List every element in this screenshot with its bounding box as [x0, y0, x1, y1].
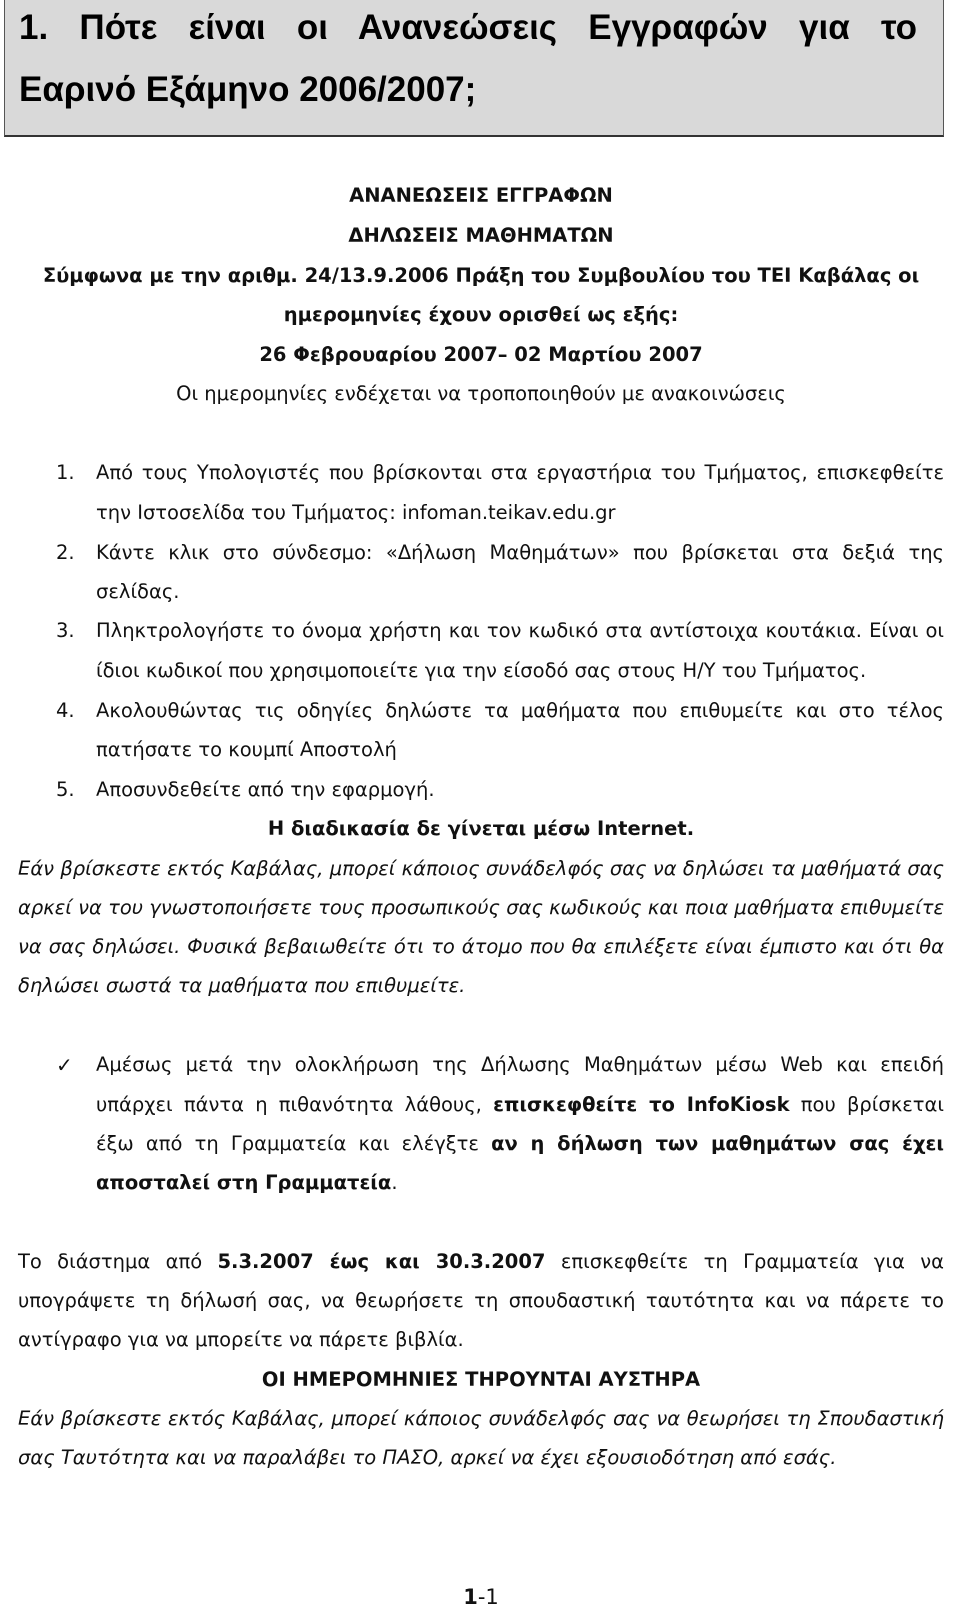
step-number: 5. — [56, 778, 75, 801]
check-text-row — [96, 1092, 944, 1118]
step-number: 3. — [56, 619, 75, 642]
checkmark-icon: ✓ — [56, 1053, 73, 1077]
period-text: Το διάστημα από — [18, 1250, 218, 1273]
italic-note-line: να σας δηλώσει. Φυσικά βεβαιωθείτε ότι το άτομο που θα επιλέξετε είναι έμπιστο και ότι θα — [18, 935, 944, 958]
italic-note-line: δηλώσει σωστά τα μαθήματα που επιθυμείτε. — [18, 974, 466, 997]
italic-note-line: αρκεί να του γνωστοποιήσετε τους προσωπικούς σας κωδικούς και ποια μαθήματα επιθυμείτε — [18, 896, 944, 919]
check-text-row — [96, 1131, 944, 1157]
check-text: Αμέσως μετά την ολοκλήρωση της Δήλωσης Μαθημάτων μέσω Web και επειδή — [96, 1053, 944, 1076]
check-text: . — [391, 1171, 398, 1194]
italic-note-line: Εάν βρίσκεστε εκτός Καβάλας, μπορεί κάποιος συνάδελφός σας να θεωρήσει τη Σπουδαστική — [18, 1407, 944, 1430]
step-number: 1. — [56, 461, 75, 484]
check-text: υπάρχει πάντα η πιθανότητα λάθους, — [96, 1093, 494, 1116]
check-text-row — [96, 1170, 944, 1196]
internet-note: Η διαδικασία δε γίνεται μέσω Internet. — [267, 817, 695, 840]
check-text: που βρίσκεται — [789, 1093, 944, 1116]
page-title-line-2: Εαρινό Εξάμηνο 2006/2007; — [19, 70, 477, 109]
italic-note-line: Εάν βρίσκεστε εκτός Καβάλας, μπορεί κάποιος συνάδελφός σας να δηλώσει τα μαθήματά σας — [18, 857, 944, 880]
page-number-bold: 1 — [463, 1585, 478, 1609]
step-text: ίδιοι κωδικοί που χρησιμοποιείτε για την είσοδό σας στους Η/Υ του Τμήματος. — [96, 659, 867, 682]
infokiosk-emphasis: επισκεφθείτε το InfoKiosk — [493, 1093, 790, 1116]
step-text: Πληκτρολογήστε το όνομα χρήστη και τον κωδικό στα αντίστοιχα κουτάκια. Είναι οι — [96, 619, 944, 642]
step-text: σελίδας. — [96, 580, 180, 603]
italic-note-line: σας Ταυτότητα και να παραλάβει το ΠΑΣΟ, αρκεί να έχει εξουσιοδότηση από εσάς. — [18, 1446, 837, 1469]
page-title-line-1: 1. Πότε είναι οι Ανανεώσεις Εγγραφών για το — [19, 8, 917, 47]
intro-line-decision: Σύμφωνα με την αριθμ. 24/13.9.2006 Πράξη του Συμβουλίου του ΤΕΙ Καβάλας οι — [42, 264, 920, 287]
step-text: Ακολουθώντας τις οδηγίες δηλώστε τα μαθήματα που επιθυμείτε και στο τέλος — [96, 699, 944, 722]
step-text: Κάντε κλικ στο σύνδεσμο: «Δήλωση Μαθημάτων» που βρίσκεται στα δεξιά της — [96, 541, 944, 564]
intro-line-dates-set: ημερομηνίες έχουν ορισθεί ως εξής: — [283, 303, 679, 326]
period-dates: 5.3.2007 έως και 30.3.2007 — [217, 1250, 546, 1273]
step-text: Από τους Υπολογιστές που βρίσκονται στα εργαστήρια του Τμήματος, επισκεφθείτε — [96, 461, 944, 484]
heading-renewals: ΑΝΑΝΕΩΣΕΙΣ ΕΓΓΡΑΦΩΝ — [349, 184, 613, 207]
page-number — [18, 1585, 944, 1609]
page-number-rest: -1 — [477, 1585, 499, 1609]
check-emphasis: αποσταλεί στη Γραμματεία — [96, 1171, 392, 1194]
step-number: 2. — [56, 541, 75, 564]
period-line: υπογράψετε τη δήλωσή σας, να θεωρήσετε τη σπουδαστική ταυτότητα και να πάρετε το — [18, 1289, 944, 1312]
step-number: 4. — [56, 699, 75, 722]
check-text: έξω από τη Γραμματεία και ελέγξτε — [96, 1132, 492, 1155]
intro-note-changes: Οι ημερομηνίες ενδέχεται να τροποποιηθούν με ανακοινώσεις — [176, 382, 786, 405]
heading-declarations: ΔΗΛΩΣΕΙΣ ΜΑΘΗΜΑΤΩΝ — [348, 224, 614, 247]
step-text: την Ιστοσελίδα του Τμήματος: infoman.teikav.edu.gr — [96, 501, 616, 524]
period-line: αντίγραφο για να μπορείτε να πάρετε βιβλία. — [18, 1328, 464, 1351]
period-text: επισκεφθείτε τη Γραμματεία για να — [545, 1250, 944, 1273]
step-text: πατήσατε το κουμπί Αποστολή — [96, 738, 397, 761]
period-line — [18, 1249, 944, 1275]
strict-note: ΟΙ ΗΜΕΡΟΜΗΝΙΕΣ ΤΗΡΟΥΝΤΑΙ ΑΥΣΤΗΡΑ — [261, 1368, 701, 1391]
check-emphasis: αν η δήλωση των μαθημάτων σας έχει — [491, 1132, 944, 1155]
intro-date-range: 26 Φεβρουαρίου 2007– 02 Μαρτίου 2007 — [259, 343, 703, 366]
step-text: Αποσυνδεθείτε από την εφαρμογή. — [96, 778, 435, 801]
title-box — [4, 0, 944, 137]
